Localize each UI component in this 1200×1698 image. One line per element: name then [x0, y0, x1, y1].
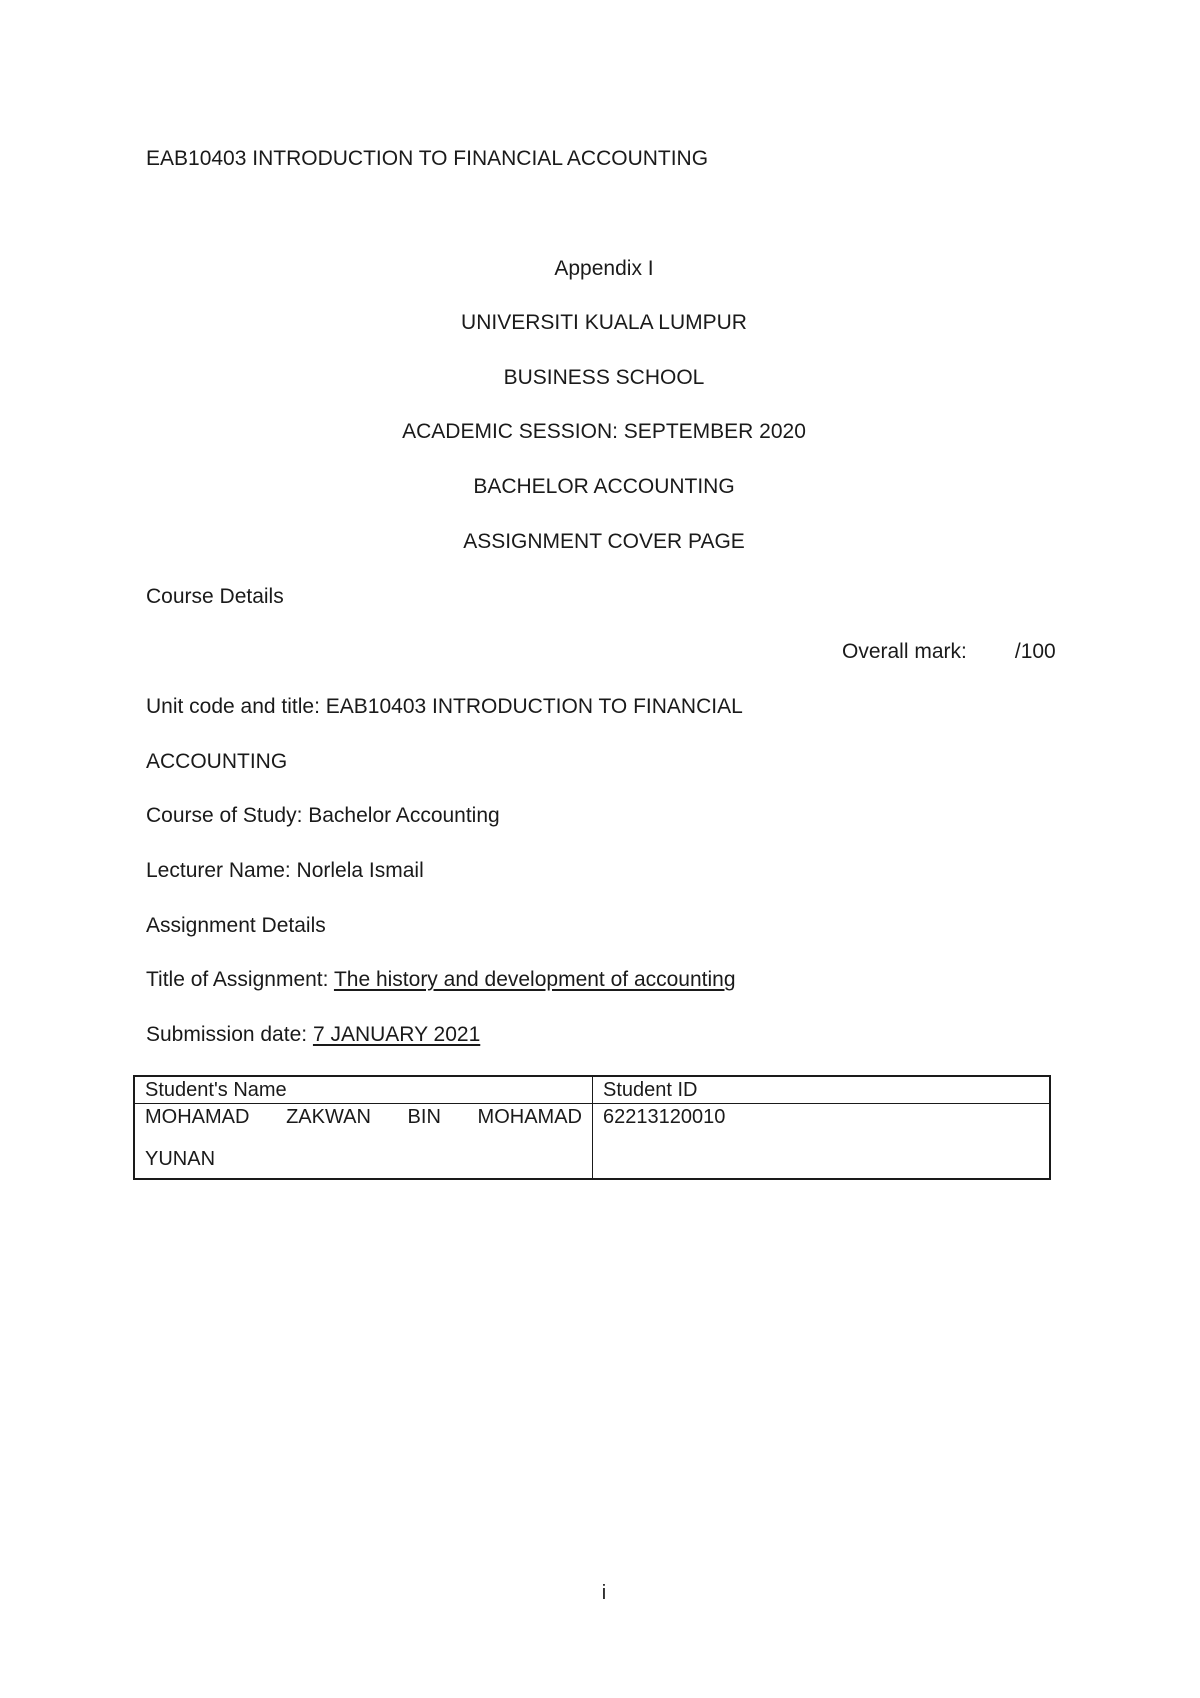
programme-name: BACHELOR ACCOUNTING — [473, 475, 735, 498]
university-name: UNIVERSITI KUALA LUMPUR — [461, 311, 747, 334]
students-table — [133, 1075, 1051, 1180]
unit-code-line-2: ACCOUNTING — [146, 750, 288, 773]
student-name-line-1: MOHAMAD ZAKWAN BIN MOHAMAD — [145, 1106, 582, 1128]
student-id-cell: 62213120010 — [593, 1104, 1051, 1180]
unit-code-line-1: Unit code and title: EAB10403 INTRODUCTION TO FINANCIAL — [146, 695, 743, 718]
page-number: i — [601, 1582, 607, 1604]
course-of-study: Course of Study: Bachelor Accounting — [146, 804, 500, 827]
header-student-id: Student ID — [593, 1076, 1051, 1104]
student-name-line-2: YUNAN — [145, 1148, 216, 1170]
student-name-cell — [134, 1104, 593, 1180]
assignment-title-row — [146, 967, 736, 993]
assignment-title-value: The history and development of accounting — [333, 968, 736, 991]
header-student-name: Student's Name — [134, 1076, 593, 1104]
table-header-row — [134, 1076, 1050, 1104]
submission-date-row — [146, 1022, 480, 1048]
school-name: BUSINESS SCHOOL — [503, 366, 705, 389]
submission-date-label: Submission date: — [146, 1023, 313, 1046]
overall-mark-label: Overall mark: — [842, 640, 967, 663]
assignment-title-label: Title of Assignment: — [146, 968, 334, 991]
submission-date-value: 7 JANUARY 2021 — [312, 1023, 481, 1046]
course-details-heading: Course Details — [146, 585, 284, 608]
academic-session: ACADEMIC SESSION: SEPTEMBER 2020 — [402, 420, 806, 443]
page-title: ASSIGNMENT COVER PAGE — [463, 530, 745, 553]
assignment-details-heading: Assignment Details — [146, 914, 326, 937]
overall-mark — [842, 639, 1056, 665]
table-row — [134, 1104, 1050, 1180]
lecturer-name: Lecturer Name: Norlela Ismail — [146, 859, 424, 882]
overall-mark-value: /100 — [1014, 640, 1056, 663]
appendix-label: Appendix I — [554, 257, 654, 280]
document-header: EAB10403 INTRODUCTION TO FINANCIAL ACCOUNTING — [146, 147, 709, 170]
